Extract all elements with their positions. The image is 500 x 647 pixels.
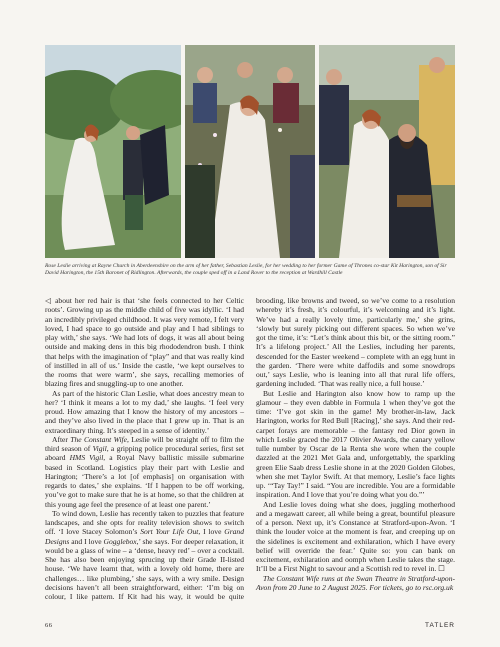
text-run: ,’ she says. For deeper relaxation, it would be a glass of wine – a ‘dense, heavy red’ – over a cocktail. She has also been enjoying sprucing up their Grade II-listed house. ‘We have learnt that, with a lovely old home, there are challenges… like plumbing,’ she says, with a wry smile. Design decisions haven’t all been straightforward, either: ‘I’m big on colour, I like pattern. If Kit had his way, it would be quite brooding, like browns and tweed, so we’ve come to a resolution whereby it’s fresh, it’s colourful, it’s welcoming and it’s light. We’ve had a really lovely time, particularly me,’ she grins, ‘slowly but surely picking out different spaces. So when we’ve got the time, it’s: “Let’s think about this bit, or the sitting room.” It’s a lifelong project.’ All the Leslies, including her parents, descended for the Easter weekend – complete with an egg hunt in the garden. ‘There were white daffodils and some snowdrops out,’ says Leslie, who is leaning into all that rural life offers, gardening included. ‘That was really nice, a full house.’ [45, 296, 455, 601]
text-run: To wind down, Leslie has recently taken to puzzles that feature landscapes, and she opts for reality television shows to switch off. ‘I love Stacey Solomon’s [45, 508, 244, 537]
wedding-photo-bride-arriving [45, 45, 181, 258]
article-paragraph [256, 574, 455, 593]
italic-title: Grand Designs [45, 527, 244, 546]
italic-title: HMS Vigil [69, 453, 104, 463]
article-paragraph [45, 389, 244, 435]
text-run: As part of the historic Clan Leslie, what does ancestry mean to her? ‘I think it means a lot to my dad,’ she laughs. ‘I feel very proud. How amazing that I know the history of my ancestors – and they’ve also lived in the place that I grew up in. That is an extraordinary thing. It’s steeped in a sense of identity.’ [45, 388, 244, 435]
article-paragraph [256, 389, 455, 500]
article-paragraph [45, 296, 244, 389]
article-paragraph [256, 500, 455, 574]
text-run: and I love [69, 536, 104, 546]
italic-title: Gogglebox [103, 536, 137, 546]
text-run: After [52, 434, 71, 444]
article-body [45, 296, 455, 606]
italic-title: The Constant Wife runs at the Swan Theatre in Stratford-upon-Avon from 20 June to 2 August 2025. For tickets, go to rsc.org.uk [256, 573, 455, 592]
wedding-photo-groom-and-bride [319, 45, 455, 258]
text-run: ◁ about her red hair is that ‘she feels connected to her Celtic roots’. Growing up as the middle child of five was idyllic. ‘I had an incredibly privileged childhood. It was very remote, I felt very loved, I had space to go outside and play and I had siblings to play with,’ she says. ‘We had lots of dogs, it was all about being outside and making dens in this big rhododendron bush. I think that helps with the imagination of “play” and that was really kind of instilled in all of us.’ Inside the castle, ‘we kept ourselves to the rooms that were warm’, she says, recalling memories of blazing fires and snuggling-up to one another. [45, 296, 244, 389]
text-run: But Leslie and Harington also know how to ramp up the glamour – they even dabble in Formula 1 when they’ve got the time: ‘I’ve got skin in the game! My brother-in-law, Jack Harington, works for Red Bull [Racing],’ she says. And their red-carpet forays are memorable – the fantasy red Dior gown in which Leslie graced the 2017 Olivier Awards, the canary yellow tulle number by Oscar de la Renta she wore when the couple dazzled at the 2021 Met Gala and, unforgettably, the sparkling green Elie Saab dress Leslie shone in at the 2020 Golden Globes, when she met Taylor Swift. At that memory, Leslie’s face lights up. ‘“Tay Tay!” I said. “You are incredible. You are a formidable inspiration. And I love that you’re doing what you do.”’ [256, 388, 455, 500]
italic-title: Sort Your Life Out [140, 527, 199, 537]
magazine-name: TATLER [425, 622, 455, 629]
wedding-photo-crowd [185, 45, 315, 258]
text-run: And Leslie loves doing what she does, juggling motherhood and a megawatt career, all while being a great, bountiful pleasure of a person. Next up, it’s Constance at Stratford-upon-Avon. ‘I think the louder voice at the moment is fear, and creeping up on the sidelines is excitement and exhilaration, which I have every belief will override the fear.’ Quite so: you can bank on excitement, exhilaration and oomph when Leslie takes the stage. It’ll be a First Night to savour and a Scottish red to revel in. ☐ [256, 499, 455, 574]
italic-title: The Constant Wife [70, 434, 127, 444]
text-run: , a gripping police procedural series, first set aboard [45, 444, 244, 463]
page-number: 66 [45, 622, 53, 629]
photo-caption: Rose Leslie arriving at Rayne Church in Aberdeenshire on the arm of her father, Sebastian Leslie, for her wedding to her former Game of Thrones co-star Kit Harington, son of Sir David Harington, the 15th Baronet of Ridlington. Afterwards, the couple sped off in a Land Rover to the reception at Wardhill Castle [45, 263, 447, 277]
text-run: , Leslie will be straight off to film the third season of [45, 434, 244, 453]
italic-title: Vigil [92, 444, 107, 453]
article-paragraph [45, 435, 244, 509]
text-run: , I love [198, 527, 225, 537]
photo-strip [45, 45, 455, 258]
text-run: , a Royal Navy ballistic missile submarine based in Scotland. Logistics play their part with Leslie and Harington; ‘There’s a lot [of emphasis] on organisation with regards to dates,’ she explains. ‘If I happen to be off working, you’ve got to make sure that he is at home, so that the children at this young age feel the presence of at least one parent.’ [45, 453, 244, 509]
